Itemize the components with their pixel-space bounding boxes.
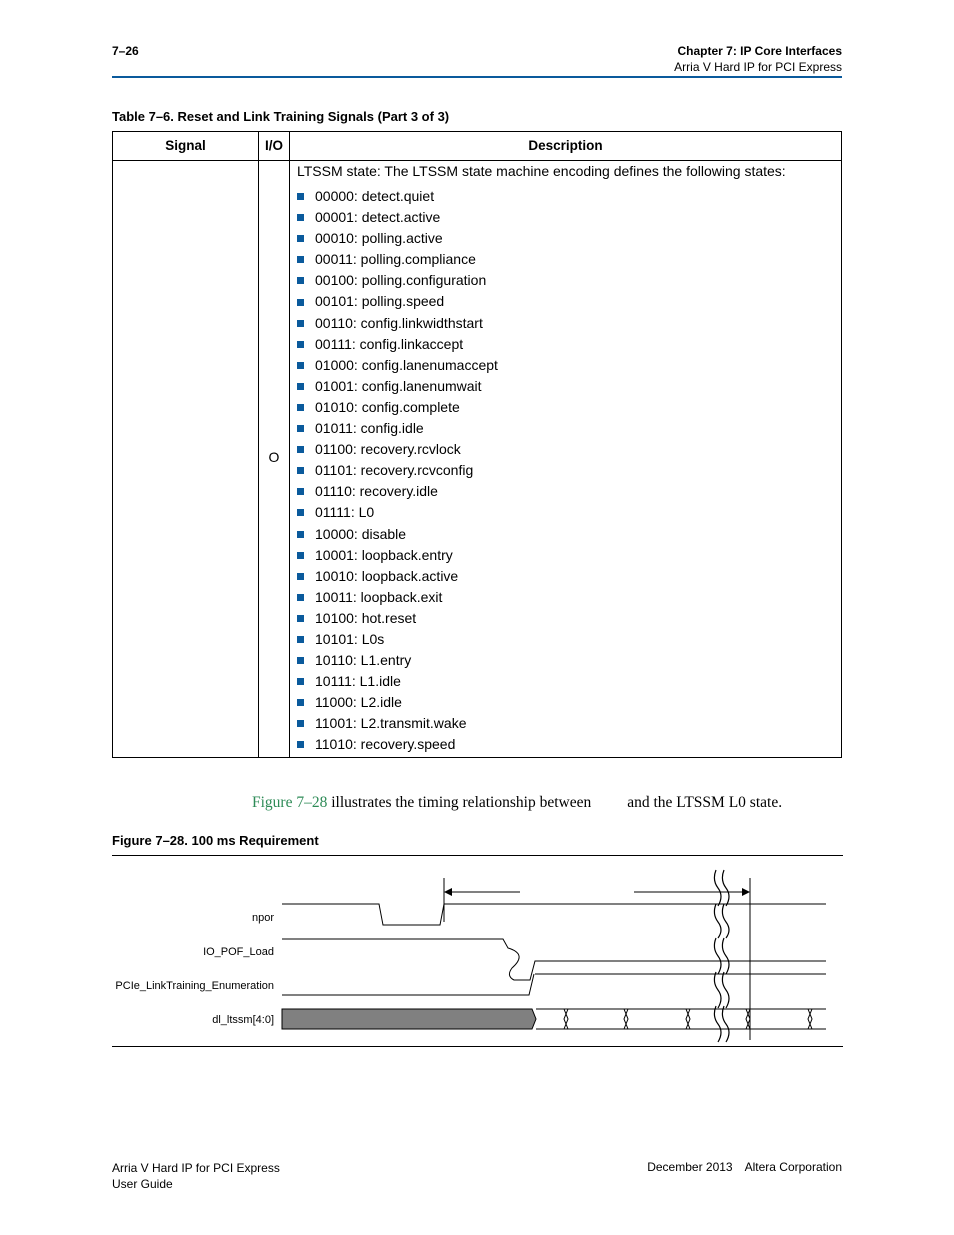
table-title: Table 7–6. Reset and Link Training Signals (Part 3 of 3) xyxy=(112,109,450,124)
ltssm-state-text: 00111: config.linkaccept xyxy=(315,335,464,352)
ltssm-state-text: 10001: loopback.entry xyxy=(315,546,453,563)
footer-right xyxy=(647,1160,842,1174)
timing-diagram xyxy=(0,860,954,1045)
ltssm-state-text: 10110: L1.entry xyxy=(315,652,412,669)
column-header-signal: Signal xyxy=(165,138,206,153)
bullet-icon xyxy=(297,467,304,474)
ltssm-state-text: 00010: polling.active xyxy=(315,230,443,247)
ltssm-state-item xyxy=(297,270,498,291)
bullet-icon xyxy=(297,720,304,727)
ltssm-state-item xyxy=(297,502,498,523)
ltssm-state-text: 10111: L1.idle xyxy=(315,673,401,690)
ltssm-state-item xyxy=(297,228,498,249)
column-header-description: Description xyxy=(528,138,603,153)
ltssm-state-item xyxy=(297,439,498,460)
figure-title: Figure 7–28. 100 ms Requirement xyxy=(112,833,319,848)
bullet-icon xyxy=(297,636,304,643)
column-divider xyxy=(289,132,290,757)
ltssm-state-item xyxy=(297,545,498,566)
bullet-icon xyxy=(297,235,304,242)
bullet-icon xyxy=(297,277,304,284)
ltssm-state-item xyxy=(297,734,498,755)
ltssm-state-text: 10011: loopback.exit xyxy=(315,588,443,605)
footer-company: Altera Corporation xyxy=(744,1160,842,1174)
bullet-icon xyxy=(297,425,304,432)
ltssm-state-text: 00011: polling.compliance xyxy=(315,251,476,268)
signal-label-npor: npor xyxy=(251,912,274,924)
bullet-icon xyxy=(297,383,304,390)
ltssm-state-item xyxy=(297,587,498,608)
time-break-marks xyxy=(714,870,729,1042)
ltssm-state-item xyxy=(297,207,498,228)
npor-waveform xyxy=(282,904,826,925)
ltssm-state-item xyxy=(297,692,498,713)
ltssm-state-text: 01001: config.lanenumwait xyxy=(315,377,482,394)
figure-link[interactable]: Figure 7–28 xyxy=(252,794,328,811)
bullet-icon xyxy=(297,404,304,411)
ltssm-state-text: 10101: L0s xyxy=(315,630,385,647)
bullet-icon xyxy=(297,657,304,664)
ltssm-state-text: 01000: config.lanenumaccept xyxy=(315,356,498,373)
bullet-icon xyxy=(297,193,304,200)
ltssm-state-text: 01111: L0 xyxy=(315,504,375,521)
footer-left xyxy=(112,1160,280,1192)
document-subtitle: Arria V Hard IP for PCI Express xyxy=(674,60,842,74)
signals-table xyxy=(112,131,842,758)
bullet-icon xyxy=(297,214,304,221)
ltssm-state-text: 01110: recovery.idle xyxy=(315,483,438,500)
ltssm-state-text: 01010: config.complete xyxy=(315,398,460,415)
bullet-icon xyxy=(297,446,304,453)
ltssm-state-text: 00101: polling.speed xyxy=(315,293,445,310)
figure-rule-top xyxy=(112,855,843,856)
dl-ltssm-bus-outline xyxy=(536,1009,826,1029)
header-rule xyxy=(112,76,842,78)
ltssm-state-text: 10010: loopback.active xyxy=(315,567,459,584)
ltssm-state-text: 01011: config.idle xyxy=(315,420,424,437)
bus-transition xyxy=(624,1009,628,1029)
ltssm-state-text: 00001: detect.active xyxy=(315,209,441,226)
header-divider xyxy=(113,160,841,161)
bullet-icon xyxy=(297,552,304,559)
ltssm-state-text: 00100: polling.configuration xyxy=(315,272,487,289)
footer-date: December 2013 xyxy=(647,1160,733,1174)
bullet-icon xyxy=(297,573,304,580)
bullet-icon xyxy=(297,299,304,306)
ltssm-state-item xyxy=(297,355,498,376)
column-header-io: I/O xyxy=(264,138,283,153)
column-divider xyxy=(258,132,259,757)
ltssm-state-text: 11001: L2.transmit.wake xyxy=(315,715,467,732)
dl-ltssm-undefined-region xyxy=(282,1009,536,1029)
ltssm-state-text: 00110: config.linkwidthstart xyxy=(315,314,483,331)
figure-rule-bottom xyxy=(112,1046,843,1047)
pcie-link-training-waveform xyxy=(282,974,534,995)
ltssm-state-text: 01100: recovery.rcvlock xyxy=(315,441,461,458)
ltssm-state-item xyxy=(297,713,498,734)
bullet-icon xyxy=(297,741,304,748)
ltssm-state-item xyxy=(297,608,498,629)
ltssm-state-list xyxy=(297,186,498,756)
ltssm-state-item xyxy=(297,566,498,587)
bullet-icon xyxy=(297,699,304,706)
ltssm-state-item xyxy=(297,313,498,334)
bullet-icon xyxy=(297,362,304,369)
running-header xyxy=(674,43,842,75)
ltssm-state-text: 01101: recovery.rcvconfig xyxy=(315,462,474,479)
ltssm-state-item xyxy=(297,397,498,418)
page-number: 7–26 xyxy=(112,44,139,58)
ltssm-state-item xyxy=(297,186,498,207)
bullet-icon xyxy=(297,615,304,622)
ltssm-state-item xyxy=(297,671,498,692)
ltssm-state-item xyxy=(297,376,498,397)
bus-transition xyxy=(686,1009,690,1029)
ltssm-state-item xyxy=(297,460,498,481)
bullet-icon xyxy=(297,678,304,685)
ltssm-state-item xyxy=(297,650,498,671)
bus-transition xyxy=(746,1009,750,1029)
signal-label-pcie-link-training: PCIe_LinkTraining_Enumeration xyxy=(115,980,274,992)
ltssm-state-text: 11000: L2.idle xyxy=(315,694,402,711)
io-value: O xyxy=(268,449,280,465)
ltssm-state-item xyxy=(297,334,498,355)
ltssm-state-item xyxy=(297,418,498,439)
bullet-icon xyxy=(297,341,304,348)
ltssm-state-text: 10000: disable xyxy=(315,525,407,542)
ltssm-state-item xyxy=(297,524,498,545)
paragraph-text-end: and the LTSSM L0 state. xyxy=(627,794,783,811)
bus-transition xyxy=(808,1009,812,1029)
bullet-icon xyxy=(297,320,304,327)
ltssm-state-item xyxy=(297,481,498,502)
footer-doc-type: User Guide xyxy=(112,1177,173,1191)
bullet-icon xyxy=(297,531,304,538)
signal-label-io-pof-load: IO_POF_Load xyxy=(203,946,274,958)
chapter-title: Chapter 7: IP Core Interfaces xyxy=(677,44,842,58)
ltssm-state-text: 00000: detect.quiet xyxy=(315,188,435,204)
signal-label-dl-ltssm: dl_ltssm[4:0] xyxy=(212,1014,274,1026)
ltssm-state-item xyxy=(297,291,498,312)
ltssm-state-text: 10100: hot.reset xyxy=(315,609,417,626)
body-paragraph xyxy=(252,794,782,812)
ltssm-state-text: 11010: recovery.speed xyxy=(315,736,456,753)
bus-transition xyxy=(564,1009,568,1029)
ltssm-state-item xyxy=(297,629,498,650)
bullet-icon xyxy=(297,509,304,516)
bullet-icon xyxy=(297,594,304,601)
footer-doc-title: Arria V Hard IP for PCI Express xyxy=(112,1161,280,1175)
bullet-icon xyxy=(297,256,304,263)
paragraph-text: illustrates the timing relationship between xyxy=(327,794,592,811)
bullet-icon xyxy=(297,488,304,495)
ltssm-state-item xyxy=(297,249,498,270)
description-intro: LTSSM state: The LTSSM state machine encoding defines the following states: xyxy=(297,163,786,179)
